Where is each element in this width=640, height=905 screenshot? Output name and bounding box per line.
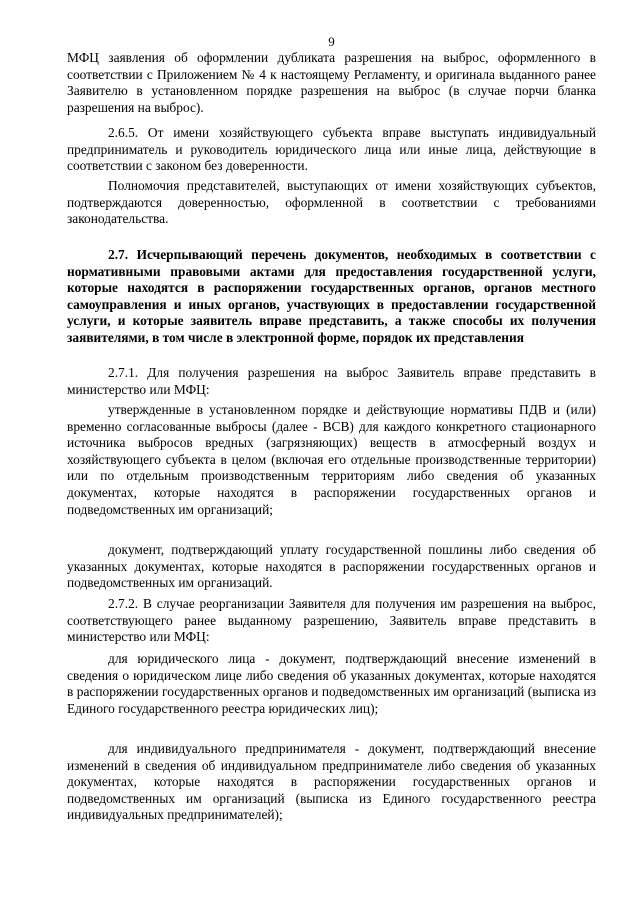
section-heading-2-7: 2.7. Исчерпывающий перечень документов, необходимых в соответствии с нормативными правовыми актами для предоставления государственной услуги, которые находятся в распоряжении государственных органов, органов местного самоуправления и иных органов, участвующих в предоставлении государственной услуги, и которые заявитель вправе представить, а также способы их получения заявителями, в том числе в электронной форме, порядок их представления — [67, 247, 596, 345]
page-number: 9 — [328, 34, 335, 49]
paragraph-legal-entity: для юридического лица - документ, подтверждающий внесение изменений в сведения о юридическом лице либо сведения об указанных документах, которые находятся в распоряжении государственных органов и подведомственных им организаций (выписка из Единого государственного реестра юридических лиц); — [67, 651, 596, 716]
paragraph-norms-pdv: утвержденные в установленном порядке и действующие нормативы ПДВ и (или) временно согласованные выбросы (далее - ВСВ) для каждого конкретного стационарного источника выбросов вредных (загрязняющих) веществ в атмосферный воздух и хозяйствующего субъекта в целом (включая его отдельные производственные территории) или по отдельным производственным территориям либо сведения об указанных документах, которые находятся в распоряжении государственных органов и подведомственных им организаций; — [67, 402, 596, 517]
paragraph-authority: Полномочия представителей, выступающих от имени хозяйствующих субъектов, подтверждаются доверенностью, оформленной в соответствии с требованиями законодательства. — [67, 178, 596, 227]
paragraph-individual-entrepreneur: для индивидуального предпринимателя - документ, подтверждающий внесение изменений в сведения об индивидуальном предпринимателе либо сведения об указанных документах, которые находятся в распоряжении государственных органов и подведомственных им организаций (выписка из Единого государственного реестра индивидуальных предпринимателей); — [67, 741, 596, 823]
paragraph-2-7-1: 2.7.1. Для получения разрешения на выброс Заявитель вправе представить в министерство или МФЦ: — [67, 365, 596, 397]
paragraph-fee-document: документ, подтверждающий уплату государственной пошлины либо сведения об указанных документах, которые находятся в распоряжении государственных органов и подведомственных им организаций. — [67, 542, 596, 591]
paragraph-continuation: МФЦ заявления об оформлении дубликата разрешения на выброс, оформленного в соответствии с Приложением № 4 к настоящему Регламенту, и оригинала выданного ранее Заявителю в установленном порядке разрешения на выброс (в случае порчи бланка разрешения на выброс). — [67, 50, 596, 115]
paragraph-2-6-5: 2.6.5. От имени хозяйствующего субъекта вправе выступать индивидуальный предприниматель и руководитель юридического лица или иные лица, действующие в соответствии с законом без доверенности. — [67, 125, 596, 174]
paragraph-2-7-2: 2.7.2. В случае реорганизации Заявителя для получения им разрешения на выброс, соответствующего ранее выданному разрешению, Заявитель вправе представить в министерство или МФЦ: — [67, 596, 596, 645]
